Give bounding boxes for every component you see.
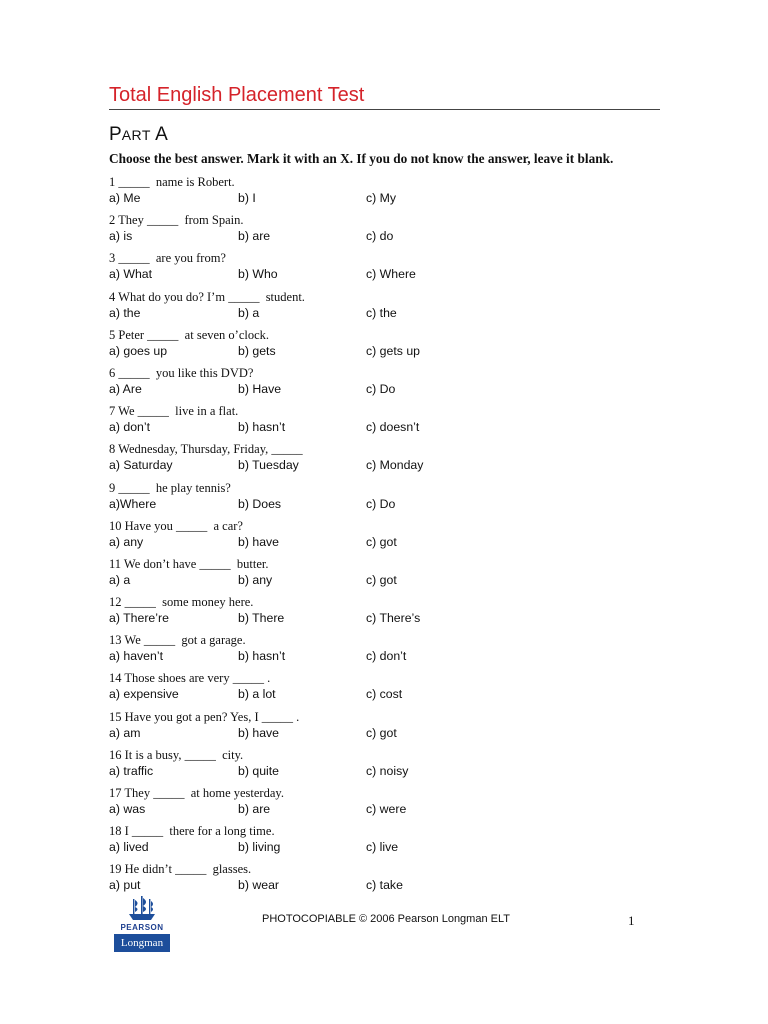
answer-option-c[interactable]: c) the (366, 305, 397, 320)
question-stem: 6 _____ you like this DVD? (109, 365, 254, 380)
question-item (109, 403, 420, 441)
question-item (109, 327, 420, 365)
answer-option-a[interactable]: a) traffic (109, 763, 154, 778)
question-item (109, 747, 409, 785)
answer-option-c[interactable]: c) were (366, 802, 407, 816)
question-item (109, 250, 416, 288)
answer-option-a[interactable]: a) What (109, 267, 153, 282)
answer-options (109, 228, 394, 244)
question-item (109, 289, 397, 327)
question-stem: 18 I _____ there for a long time. (109, 824, 275, 839)
answer-option-b[interactable]: b) any (238, 572, 273, 587)
answer-option-a[interactable]: a)Where (109, 496, 157, 511)
answer-option-c[interactable]: c) take (366, 878, 403, 893)
answer-options (109, 305, 397, 321)
answer-option-b[interactable]: b) a lot (238, 687, 276, 702)
answer-options (109, 572, 397, 588)
answer-option-b[interactable]: b) living (238, 840, 281, 855)
copyright-footer: PHOTOCOPIABLE © 2006 Pearson Longman ELT (262, 913, 510, 925)
answer-options (109, 381, 396, 397)
answer-option-a[interactable]: a) is (109, 229, 133, 244)
answer-options (109, 610, 421, 626)
answer-option-a[interactable]: a) was (109, 802, 146, 816)
answer-option-b[interactable]: b) quite (238, 763, 280, 778)
answer-option-c[interactable]: c) Do (366, 381, 396, 396)
answer-options (109, 725, 397, 741)
answer-option-c[interactable]: c) Do (366, 496, 396, 511)
answer-options (109, 648, 407, 664)
question-item (109, 441, 424, 479)
answer-option-a[interactable]: a) Are (109, 381, 142, 396)
question-item (109, 174, 397, 212)
section-heading-letter: A (155, 124, 168, 145)
answer-option-c[interactable]: c) don’t (366, 649, 407, 664)
answer-option-a[interactable]: a) a (109, 572, 131, 587)
answer-option-c[interactable]: c) gets up (366, 343, 420, 358)
logo-longman-text: Longman (114, 934, 170, 952)
answer-option-b[interactable]: b) I (238, 191, 256, 205)
answer-option-a[interactable]: a) put (109, 878, 141, 893)
question-stem: 19 He didn’t _____ glasses. (109, 862, 252, 877)
answer-option-b[interactable]: b) hasn’t (238, 649, 286, 664)
answer-options (109, 343, 420, 359)
answer-option-c[interactable]: c) got (366, 572, 397, 587)
question-stem: 4 What do you do? I’m _____ student. (109, 289, 305, 304)
pearson-longman-logo (114, 895, 170, 955)
answer-option-b[interactable]: b) wear (238, 878, 280, 893)
answer-option-a[interactable]: a) am (109, 725, 141, 740)
question-item (109, 365, 396, 403)
instructions: Choose the best answer. Mark it with an X. If you do not know the answer, leave it blank. (109, 151, 614, 166)
question-stem: 8 Wednesday, Thursday, Friday, _____ (109, 442, 303, 457)
question-item (109, 480, 396, 518)
answer-options (109, 839, 399, 855)
page-number: 1 (628, 913, 635, 928)
answer-option-a[interactable]: a) any (109, 534, 144, 549)
question-item (109, 212, 394, 250)
answer-option-b[interactable]: b) hasn’t (238, 420, 286, 435)
answer-option-a[interactable]: a) lived (109, 840, 149, 855)
answer-option-c[interactable]: c) There’s (366, 611, 421, 626)
question-item (109, 556, 397, 594)
answer-option-c[interactable]: c) got (366, 725, 397, 740)
question-stem: 11 We don’t have _____ butter. (109, 556, 269, 571)
question-stem: 13 We _____ got a garage. (109, 633, 246, 648)
answer-option-c[interactable]: c) My (366, 191, 397, 205)
question-stem: 17 They _____ at home yesterday. (109, 786, 284, 800)
answer-option-a[interactable]: a) haven’t (109, 649, 164, 664)
answer-option-c[interactable]: c) do (366, 229, 394, 244)
question-item (109, 632, 407, 670)
answer-options (109, 419, 420, 435)
answer-option-c[interactable]: c) noisy (366, 763, 409, 778)
question-stem: 16 It is a busy, _____ city. (109, 747, 244, 762)
question-item (109, 785, 407, 823)
question-stem: 1 _____ name is Robert. (109, 175, 235, 189)
question-stem: 7 We _____ live in a flat. (109, 404, 239, 419)
answer-option-c[interactable]: c) got (366, 534, 397, 549)
answer-options (109, 877, 403, 893)
answer-option-a[interactable]: a) expensive (109, 687, 179, 702)
answer-option-c[interactable]: c) Where (366, 267, 416, 282)
answer-option-a[interactable]: a) goes up (109, 343, 168, 358)
answer-options (109, 190, 397, 206)
answer-option-b[interactable]: b) gets (238, 343, 276, 358)
answer-options (109, 534, 397, 550)
answer-options (109, 457, 424, 473)
question-stem: 12 _____ some money here. (109, 595, 254, 610)
answer-option-b[interactable]: b) Does (238, 496, 282, 511)
answer-option-b[interactable]: b) Who (238, 267, 278, 282)
answer-option-b[interactable]: b) are (238, 229, 271, 244)
question-item (109, 670, 403, 708)
answer-option-b[interactable]: b) Have (238, 381, 282, 396)
question-stem: 3 _____ are you from? (109, 251, 226, 266)
answer-option-b[interactable]: b) Tuesday (238, 458, 299, 473)
answer-option-a[interactable]: a) don’t (109, 420, 151, 435)
answer-options (109, 686, 403, 702)
question-item (109, 594, 421, 632)
question-item (109, 709, 397, 747)
page-title: Total English Placement Test (109, 84, 365, 106)
section-heading-smallcaps: ART (121, 127, 151, 143)
answer-options (109, 496, 396, 512)
answer-option-b[interactable]: b) a (238, 305, 260, 320)
question-stem: 5 Peter _____ at seven o’clock. (109, 327, 270, 342)
question-stem: 15 Have you got a pen? Yes, I _____ . (109, 709, 300, 724)
answer-option-c[interactable]: c) doesn’t (366, 420, 420, 435)
answer-options (109, 763, 409, 779)
question-stem: 2 They _____ from Spain. (109, 213, 244, 228)
question-stem: 9 _____ he play tennis? (109, 480, 231, 495)
question-item (109, 518, 397, 556)
question-stem: 10 Have you _____ a car? (109, 518, 243, 533)
title-divider (109, 109, 660, 110)
answer-options (109, 266, 416, 282)
section-heading-initial: P (109, 124, 122, 145)
answer-option-a[interactable]: a) Me (109, 191, 141, 205)
answer-option-c[interactable]: c) Monday (366, 458, 424, 473)
answer-option-b[interactable]: b) are (238, 802, 271, 816)
answer-option-b[interactable]: b) have (238, 534, 280, 549)
answer-option-c[interactable]: c) live (366, 840, 399, 855)
answer-option-c[interactable]: c) cost (366, 687, 403, 702)
logo-pearson-text: PEARSON (117, 922, 167, 933)
answer-option-b[interactable]: b) have (238, 725, 280, 740)
ship-icon (128, 895, 156, 921)
question-item (109, 861, 403, 899)
question-list (109, 174, 424, 900)
answer-option-a[interactable]: a) Saturday (109, 458, 173, 473)
question-item (109, 823, 399, 861)
section-heading (109, 124, 168, 146)
answer-option-b[interactable]: b) There (238, 611, 285, 626)
answer-options (109, 801, 407, 817)
answer-option-a[interactable]: a) There’re (109, 611, 169, 626)
question-stem: 14 Those shoes are very _____ . (109, 671, 271, 686)
answer-option-a[interactable]: a) the (109, 305, 141, 320)
